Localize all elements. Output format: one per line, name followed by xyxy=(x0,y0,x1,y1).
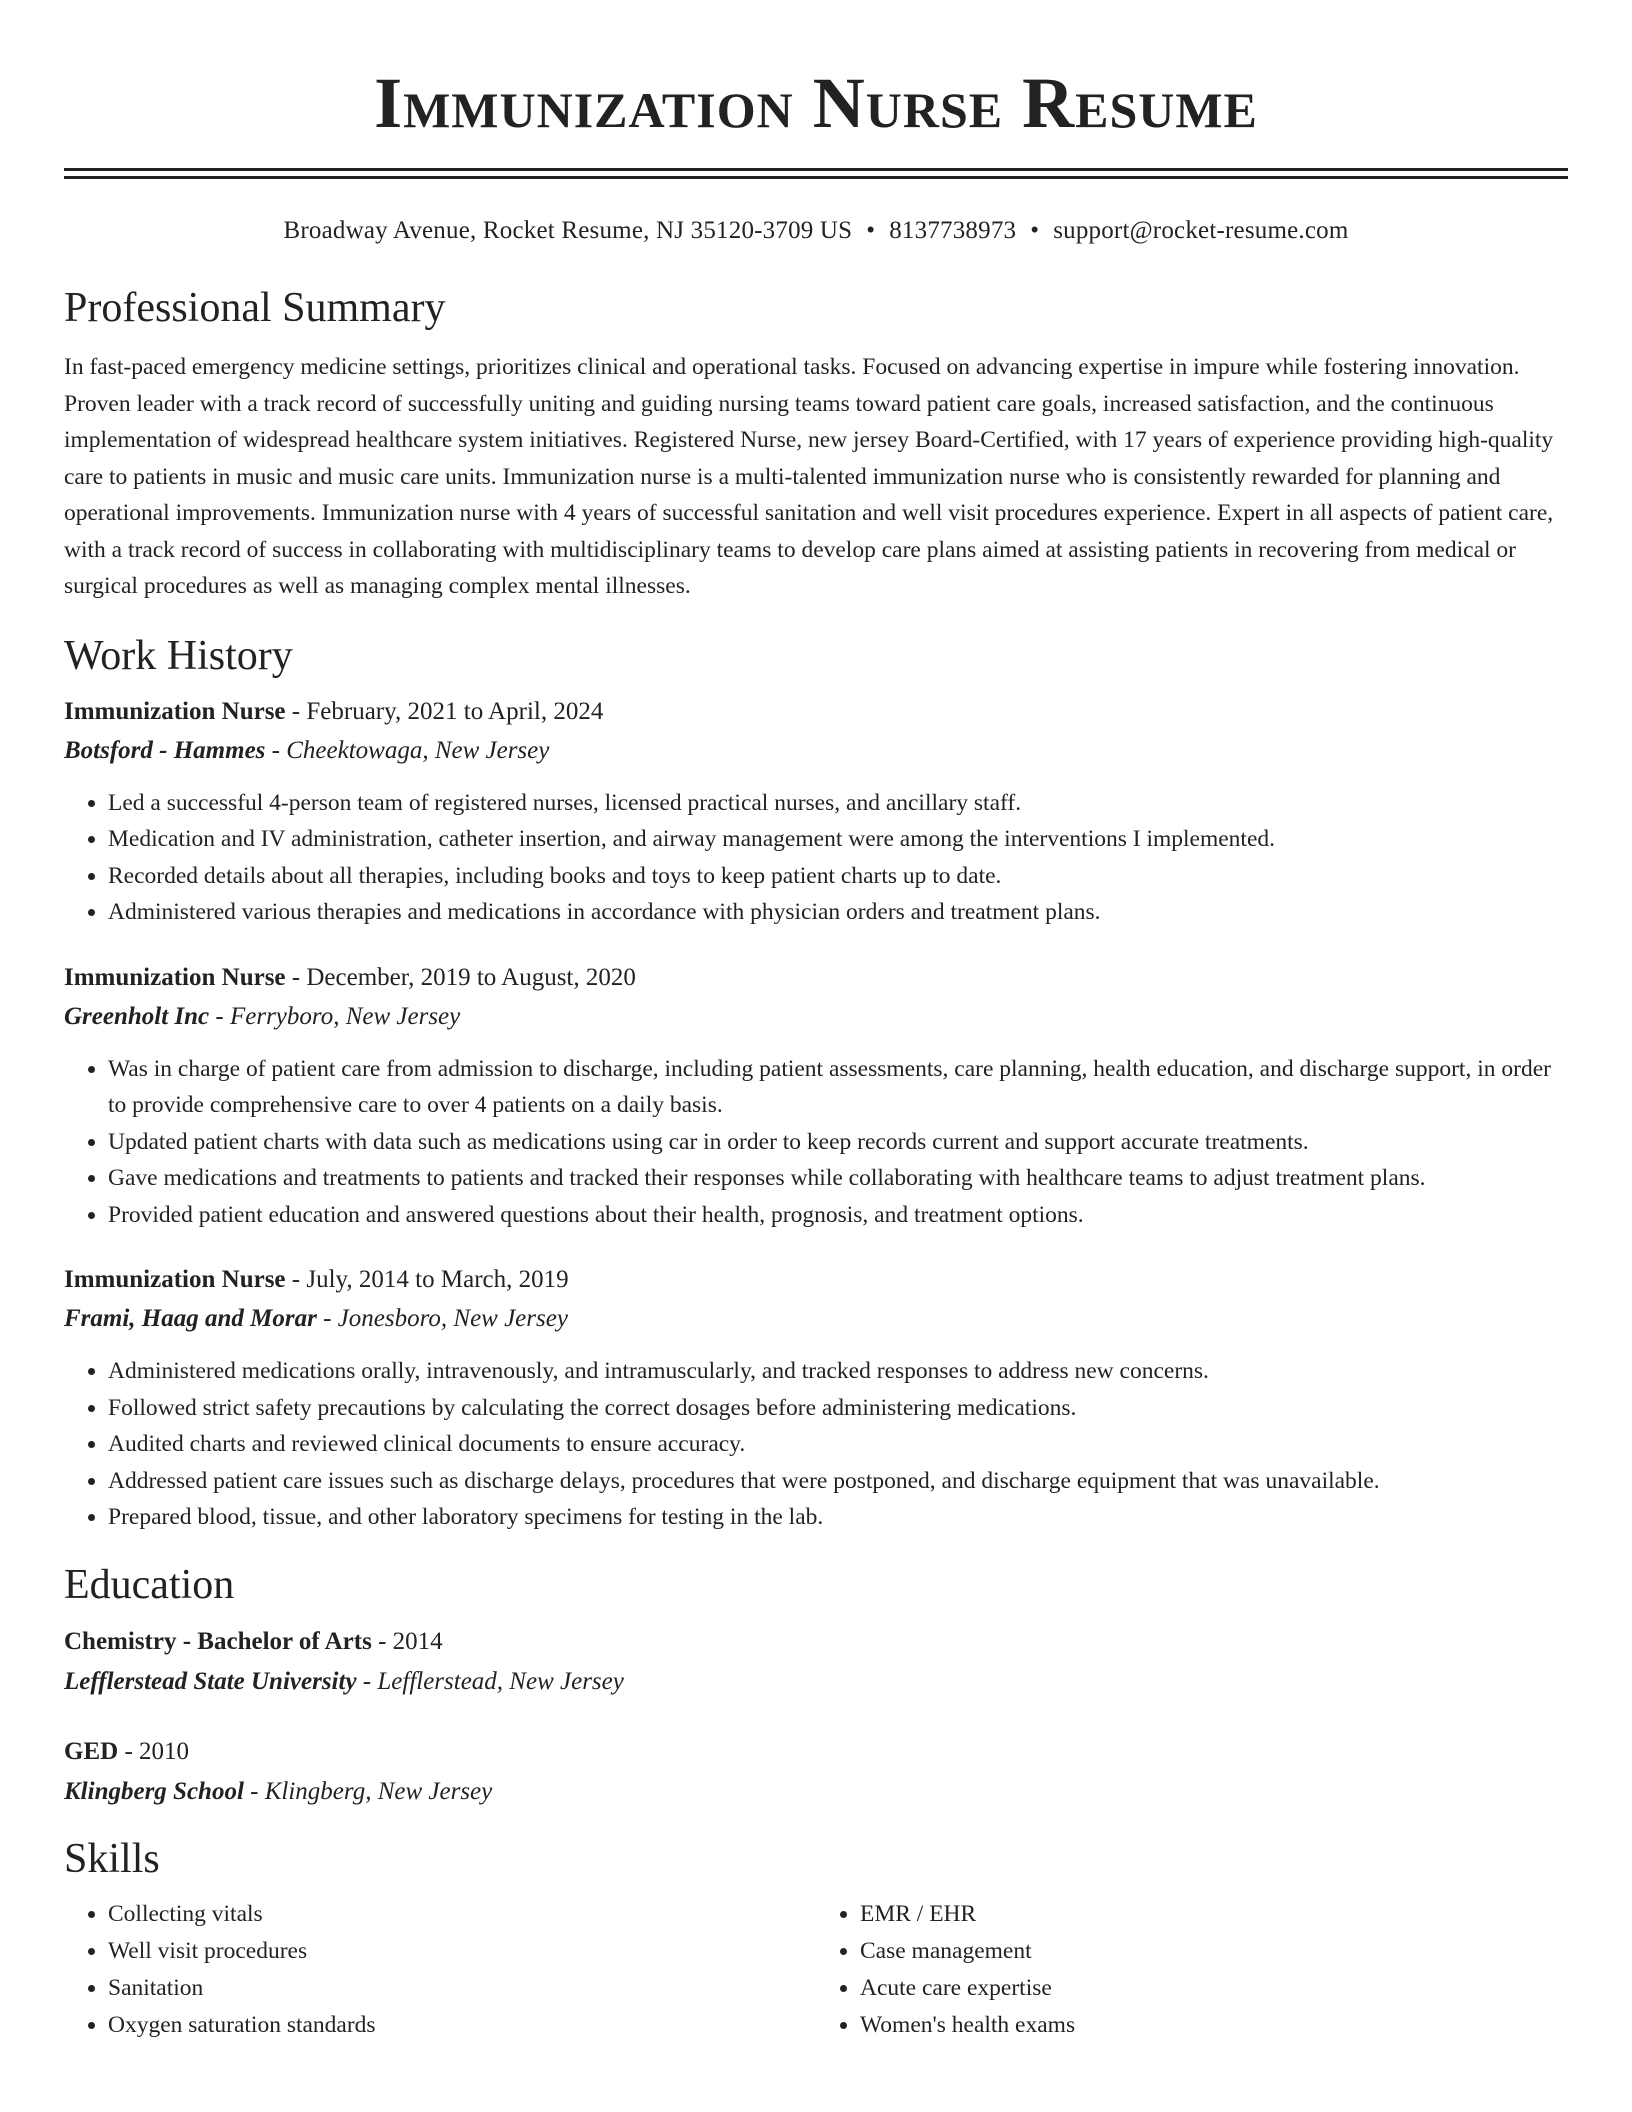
job-duties xyxy=(64,785,1568,931)
job-dates: - December, 2019 to August, 2020 xyxy=(285,963,636,991)
education-degree: Chemistry - Bachelor of Arts xyxy=(64,1627,372,1655)
contact-line xyxy=(64,215,1568,247)
list-item: • Gave medications and treatments to patients and tracked their responses while collaborating with healthcare teams to adjust treatment plans. xyxy=(108,1160,1568,1197)
job-entry xyxy=(64,693,1568,931)
education-entry xyxy=(64,1622,1568,1702)
job-duties xyxy=(64,1353,1568,1536)
job-header xyxy=(64,693,1568,731)
education-year: - 2014 xyxy=(371,1627,443,1655)
contact-separator: • xyxy=(1030,217,1040,244)
list-item: • Followed strict safety precautions by calculating the correct dosages before administering medications. xyxy=(108,1390,1568,1427)
education-entry xyxy=(64,1732,1568,1812)
list-item: • Women's health exams xyxy=(860,2007,1568,2044)
resume-title: Immunization Nurse Resume xyxy=(374,63,1258,143)
list-item: • Oxygen saturation standards xyxy=(108,2007,816,2044)
education-location: - Klingberg, New Jersey xyxy=(243,1777,493,1805)
job-organization: Greenholt Inc xyxy=(64,1002,210,1030)
work-history-heading: Work History xyxy=(64,632,293,679)
job-employer xyxy=(64,1299,1568,1339)
list-item: • Prepared blood, tissue, and other laboratory specimens for testing in the lab. xyxy=(108,1499,1568,1536)
job-role: Immunization Nurse xyxy=(64,1266,286,1293)
list-item: • Provided patient education and answered questions about their health, prognosis, and treatment options. xyxy=(108,1197,1568,1234)
list-item: • Led a successful 4-person team of registered nurses, licensed practical nurses, and ancillary staff. xyxy=(108,785,1568,822)
education-degree: GED xyxy=(64,1737,119,1765)
job-employer xyxy=(64,731,1568,771)
skills-columns xyxy=(64,1896,1568,2044)
contact-email: support@rocket-resume.com xyxy=(1053,217,1349,244)
list-item: • Recorded details about all therapies, including books and toys to keep patient charts up to date. xyxy=(108,858,1568,895)
job-dates: - February, 2021 to April, 2024 xyxy=(285,697,604,725)
education-school: Lefflerstead State University xyxy=(64,1667,357,1695)
list-item: • Administered medications orally, intravenously, and intramuscularly, and tracked responses to address new concerns. xyxy=(108,1353,1568,1390)
list-item: • Acute care expertise xyxy=(860,1970,1568,2007)
education-year: - 2010 xyxy=(118,1737,190,1765)
job-entry xyxy=(64,959,1568,1234)
education-heading: Education xyxy=(64,1561,235,1608)
list-item: • Audited charts and reviewed clinical documents to ensure accuracy. xyxy=(108,1426,1568,1463)
contact-separator: • xyxy=(866,217,876,244)
job-role: Immunization Nurse xyxy=(64,697,286,725)
list-item: • Sanitation xyxy=(108,1970,816,2007)
list-item: • EMR / EHR xyxy=(860,1896,1568,1933)
job-location: - Cheektowaga, New Jersey xyxy=(265,736,550,764)
summary-text: In fast-paced emergency medicine settings, prioritizes clinical and operational tasks. Focused on advancing expertise in impure while fostering innovation. Proven leader with a track record of successfully uniting and guiding nursing teams toward patient care goals, increased satisfaction, and the continuous implementation of widespread healthcare system initiatives. Registered Nurse, new jersey Board-Certified, with 17 years of experience providing high-quality care to patients in music and music care units. Immunization nurse is a multi-talented immunization nurse who is consistently rewarded for planning and operational improvements. Immunization nurse with 4 years of successful sanitation and well visit procedures experience. Expert in all aspects of patient care, with a track record of success in collaborating with multidisciplinary teams to develop care plans aimed at assisting patients in recovering from medical or surgical procedures as well as managing complex mental illnesses. xyxy=(64,354,1554,599)
list-item: • Updated patient charts with data such as medications using car in order to keep records current and support accurate treatments. xyxy=(108,1124,1568,1161)
list-item: • Administered various therapies and medications in accordance with physician orders and treatment plans. xyxy=(108,894,1568,931)
summary-heading: Professional Summary xyxy=(64,285,446,331)
contact-address: Broadway Avenue, Rocket Resume, NJ 35120-3709 US xyxy=(283,217,853,244)
job-location: - Ferryboro, New Jersey xyxy=(209,1002,461,1030)
job-role: Immunization Nurse xyxy=(64,963,286,991)
job-employer xyxy=(64,997,1568,1037)
job-entry xyxy=(64,1261,1568,1536)
list-item: • Was in charge of patient care from admission to discharge, including patient assessments, care planning, health education, and discharge support, in order to provide comprehensive care to over 4 patients on a daily basis. xyxy=(108,1051,1568,1124)
list-item: • Addressed patient care issues such as discharge delays, procedures that were postponed, and discharge equipment that was unavailable. xyxy=(108,1463,1568,1500)
list-item: • Medication and IV administration, catheter insertion, and airway management were among the interventions I implemented. xyxy=(108,821,1568,858)
list-item: • Collecting vitals xyxy=(108,1896,816,1933)
job-header xyxy=(64,1261,1568,1299)
skills-list-right xyxy=(816,1896,1568,2044)
education-location: - Lefflerstead, New Jersey xyxy=(356,1667,624,1695)
education-school: Klingberg School xyxy=(64,1777,244,1805)
list-item: • Well visit procedures xyxy=(108,1933,816,1970)
skills-heading: Skills xyxy=(64,1835,160,1882)
education-header xyxy=(64,1622,1568,1662)
contact-phone: 8137738973 xyxy=(889,217,1017,244)
skills-list-left xyxy=(64,1896,816,2044)
education-header xyxy=(64,1732,1568,1772)
job-dates: - July, 2014 to March, 2019 xyxy=(285,1266,569,1293)
list-item: • Case management xyxy=(860,1933,1568,1970)
job-organization: Botsford - Hammes xyxy=(64,736,266,764)
education-school-line xyxy=(64,1662,1568,1702)
job-location: - Jonesboro, New Jersey xyxy=(316,1305,568,1332)
title-divider xyxy=(64,168,1568,179)
job-header xyxy=(64,959,1568,997)
education-school-line xyxy=(64,1772,1568,1812)
job-organization: Frami, Haag and Morar xyxy=(64,1305,317,1332)
job-duties xyxy=(64,1051,1568,1234)
